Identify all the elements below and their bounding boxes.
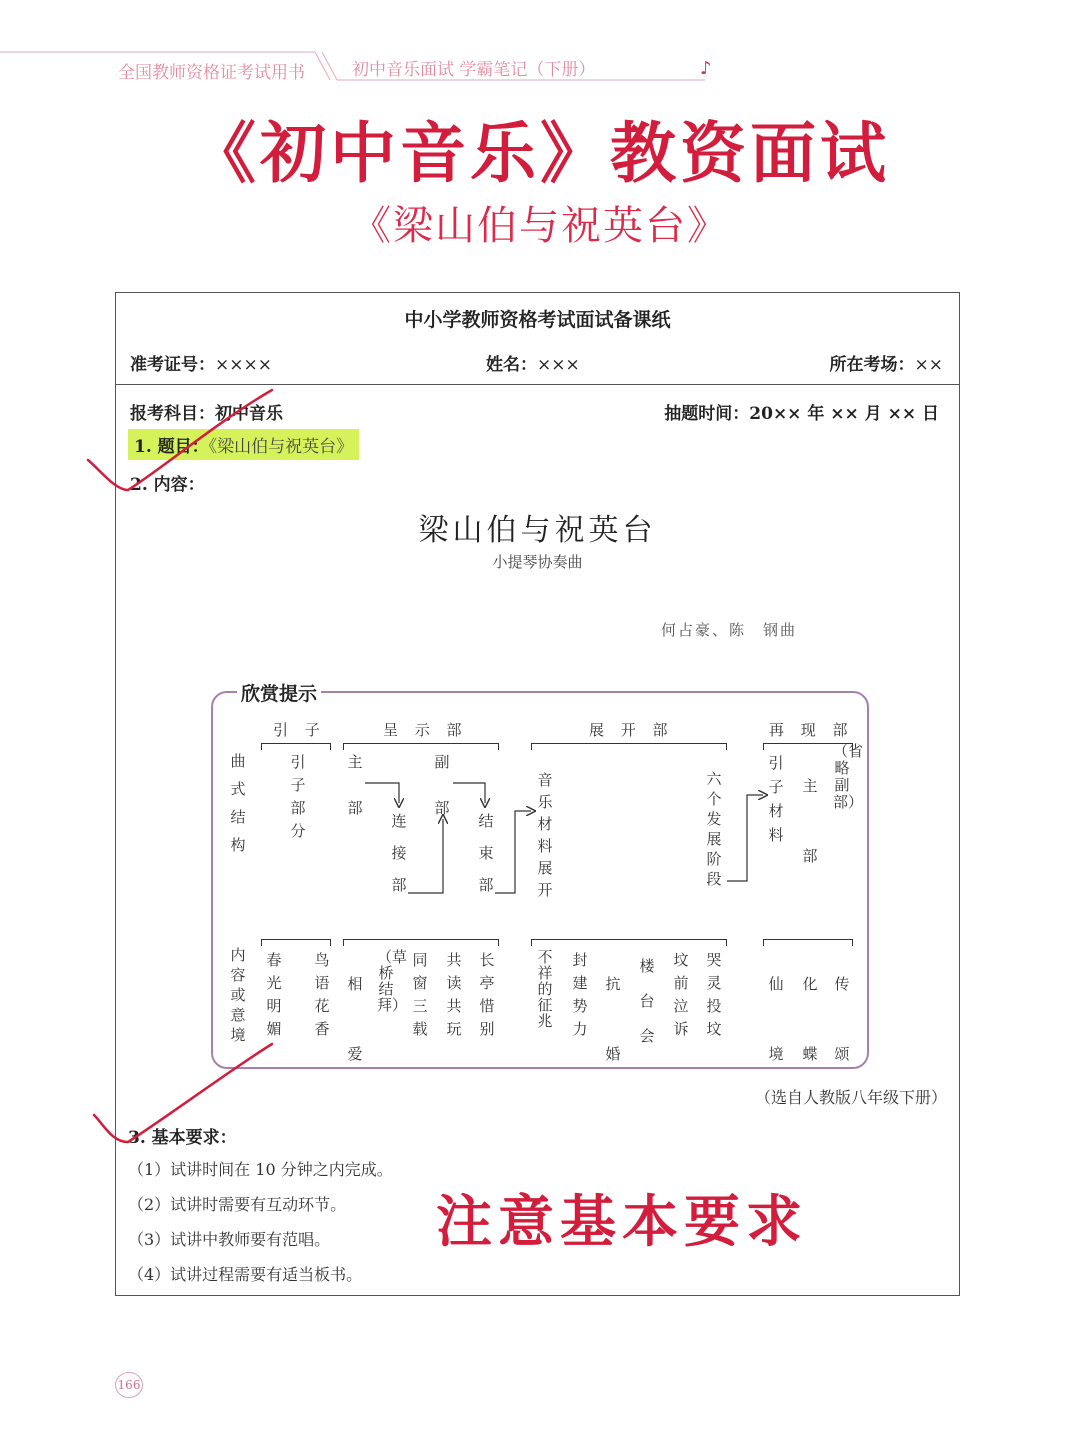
header-book-series: 全国教师资格证考试用书 <box>118 63 305 83</box>
content-item: 同窗三载 <box>412 951 428 1038</box>
content-item: 传颂 <box>834 975 850 1063</box>
handwritten-annotation: 注意基本要求 <box>436 1190 808 1255</box>
draw-time <box>664 399 939 424</box>
content-item: 化蝶 <box>802 975 818 1063</box>
subject-value: 初中音乐 <box>215 404 283 424</box>
name-value: ××× <box>537 355 580 375</box>
content-item: 楼台会 <box>639 957 655 1045</box>
main-theme-part: 部 <box>347 799 363 817</box>
source-note: （选自人教版八年级下册） <box>754 1088 947 1107</box>
bracket-development-content <box>531 939 727 946</box>
exam-id-label: 准考证号： <box>130 355 215 375</box>
section-development: 展 开 部 <box>589 721 674 739</box>
appreciation-box <box>211 683 869 1069</box>
recap-intro-material: 引子材料 <box>768 754 784 844</box>
content-item: 春光明媚 <box>266 951 282 1038</box>
intro-part: 引子部分 <box>290 753 306 840</box>
subject <box>130 399 283 424</box>
composer: 何占豪、陈 钢曲 <box>661 621 798 639</box>
header-book-title: 初中音乐面试 学霸笔记（下册） <box>352 60 596 80</box>
site-label: 所在考场： <box>829 355 915 375</box>
recap-omit-note: （省略副部） <box>833 742 864 811</box>
content-item: 封建势力 <box>572 951 588 1038</box>
sheet-divider <box>116 384 959 385</box>
bridge: 连接部 <box>391 812 407 894</box>
requirement-item: （1）试讲时间在 10 分钟之内完成。 <box>128 1160 393 1179</box>
topic-highlight <box>128 429 359 460</box>
content-item: 哭灵投坟 <box>706 951 722 1038</box>
dev-material: 音乐材料展开 <box>537 771 553 899</box>
content-item: 鸟语花香 <box>314 951 330 1038</box>
form-structure-label: 曲式结构 <box>230 752 246 854</box>
draw-time-label: 抽题时间： <box>664 404 750 424</box>
dev-stages: 六个发展阶段 <box>706 770 722 888</box>
bracket-intro-content <box>261 939 331 946</box>
topic-label: 1. 题目： <box>134 437 209 457</box>
requirements-heading: 3. 基本要求： <box>128 1128 237 1148</box>
exam-id-value: ×××× <box>215 355 272 375</box>
sheet-heading: 中小学教师资格考试面试备课纸 <box>404 309 671 331</box>
content-item: 坟前泣诉 <box>673 951 689 1038</box>
appreciation-title: 欣赏提示 <box>237 679 321 706</box>
coda: 结束部 <box>478 812 494 894</box>
requirement-item: （4）试讲过程需要有适当板书。 <box>128 1265 363 1284</box>
page-title: 《初中音乐》教资面试 <box>190 115 890 192</box>
page-subtitle: 《梁山伯与祝英台》 <box>351 203 729 249</box>
requirement-item: （2）试讲时需要有互动环节。 <box>128 1195 347 1214</box>
content-item: 仙境 <box>768 975 784 1063</box>
bracket-recap-content <box>763 939 853 946</box>
sub-theme-part: 部 <box>434 799 450 817</box>
content-label: 2. 内容： <box>130 475 205 495</box>
exam-id <box>130 350 272 375</box>
content-item: （草桥结拜） <box>377 948 408 1014</box>
candidate-name <box>486 350 580 375</box>
exam-site <box>830 350 944 375</box>
bracket-exposition-content <box>343 939 499 946</box>
content-item: 相爱 <box>347 975 363 1063</box>
section-recap: 再 现 部 <box>769 721 854 739</box>
name-label: 姓名： <box>486 355 537 375</box>
sub-theme: 副 <box>434 753 450 771</box>
draw-time-value: 20×× 年 ×× 月 ×× 日 <box>749 404 939 424</box>
content-item: 长亭惜别 <box>479 951 495 1038</box>
section-exposition: 呈 示 部 <box>383 721 468 739</box>
topic-value: 《梁山伯与祝英台》 <box>208 437 354 457</box>
lesson-prep-sheet <box>115 292 960 1296</box>
music-note-icon: ♪ <box>700 58 712 79</box>
site-value: ×× <box>914 355 943 375</box>
page-number: 166 <box>115 1372 143 1398</box>
content-item: 抗婚 <box>605 975 621 1063</box>
content-item: 共读共玩 <box>446 951 462 1038</box>
main-theme: 主 <box>347 753 363 771</box>
recap-main: 主部 <box>802 777 818 865</box>
content-mood-label: 内容或意境 <box>230 946 246 1044</box>
song-subtitle: 小提琴协奏曲 <box>492 553 583 571</box>
song-title: 梁山伯与祝英台 <box>418 513 657 548</box>
section-intro: 引 子 <box>273 721 326 739</box>
requirement-item: （3）试讲中教师要有范唱。 <box>128 1230 331 1249</box>
subject-label: 报考科目： <box>130 404 215 424</box>
content-item: 不祥的征兆 <box>537 948 553 1030</box>
